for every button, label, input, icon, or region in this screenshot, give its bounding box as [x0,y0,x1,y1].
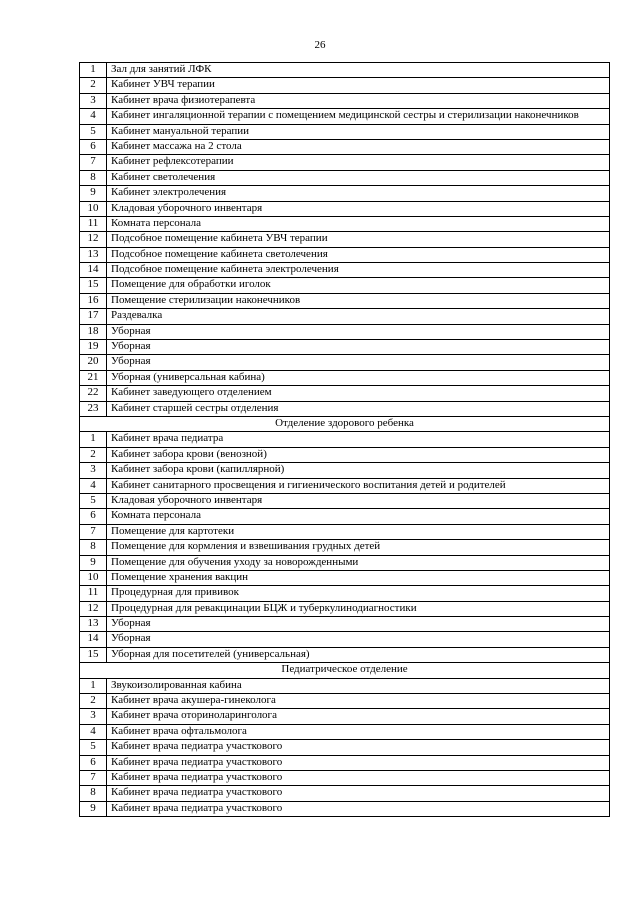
table-row [80,401,610,416]
room-name: Помещение для картотеки [107,524,610,539]
table-row [80,770,610,785]
row-number: 22 [80,386,107,401]
row-number: 5 [80,493,107,508]
room-name: Кабинет врача педиатра участкового [107,770,610,785]
room-name: Кабинет врача педиатра участкового [107,801,610,816]
row-number: 10 [80,201,107,216]
room-name: Кабинет врача педиатра участкового [107,740,610,755]
row-number: 1 [80,63,107,78]
rooms-table [79,62,610,817]
table-row [80,216,610,231]
row-number: 15 [80,647,107,662]
row-number: 20 [80,355,107,370]
section-heading: Отделение здорового ребенка [80,416,610,431]
table-row [80,201,610,216]
row-number: 11 [80,216,107,231]
table-row [80,540,610,555]
row-number: 18 [80,324,107,339]
row-number: 4 [80,109,107,124]
table-row [80,493,610,508]
row-number: 21 [80,370,107,385]
row-number: 3 [80,463,107,478]
room-name: Помещение для кормления и взвешивания грудных детей [107,540,610,555]
row-number: 14 [80,263,107,278]
room-name: Помещение стерилизации наконечников [107,293,610,308]
room-name: Подсобное помещение кабинета светолечения [107,247,610,262]
row-number: 3 [80,709,107,724]
section-heading: Педиатрическое отделение [80,663,610,678]
room-name: Кабинет врача акушера-гинеколога [107,694,610,709]
table-row [80,709,610,724]
table-row [80,478,610,493]
table-row [80,247,610,262]
row-number: 7 [80,524,107,539]
table-row [80,109,610,124]
row-number: 13 [80,617,107,632]
row-number: 12 [80,232,107,247]
room-name: Кабинет врача офтальмолога [107,724,610,739]
table-row [80,463,610,478]
table-row [80,293,610,308]
row-number: 8 [80,540,107,555]
room-name: Уборная [107,632,610,647]
row-number: 9 [80,801,107,816]
room-name: Помещение для обучения уходу за новорожденными [107,555,610,570]
table-row [80,694,610,709]
room-name: Кабинет врача педиатра участкового [107,755,610,770]
room-name: Кабинет врача педиатра [107,432,610,447]
room-name: Кабинет врача педиатра участкового [107,786,610,801]
section-heading-row [80,663,610,678]
room-name: Раздевалка [107,309,610,324]
room-name: Подсобное помещение кабинета электролечения [107,263,610,278]
table-row [80,724,610,739]
row-number: 9 [80,186,107,201]
row-number: 4 [80,478,107,493]
room-name: Процедурная для ревакцинации БЦЖ и туберкулинодиагностики [107,601,610,616]
room-name: Кабинет забора крови (капиллярной) [107,463,610,478]
room-name: Кабинет светолечения [107,170,610,185]
room-name: Помещение хранения вакцин [107,570,610,585]
table-row [80,155,610,170]
row-number: 4 [80,724,107,739]
room-name: Кабинет старшей сестры отделения [107,401,610,416]
row-number: 2 [80,447,107,462]
table-row [80,386,610,401]
row-number: 8 [80,786,107,801]
room-name: Кабинет врача физиотерапевта [107,93,610,108]
room-name: Кабинет мануальной терапии [107,124,610,139]
table-row [80,355,610,370]
room-name: Кабинет заведующего отделением [107,386,610,401]
table-row [80,186,610,201]
room-name: Звукоизолированная кабина [107,678,610,693]
table-row [80,786,610,801]
table-row [80,324,610,339]
room-name: Кабинет ингаляционной терапии с помещением медицинской сестры и стерилизации наконечников [107,109,610,124]
room-name: Помещение для обработки иголок [107,278,610,293]
room-name: Подсобное помещение кабинета УВЧ терапии [107,232,610,247]
table-row [80,432,610,447]
row-number: 8 [80,170,107,185]
table-row [80,586,610,601]
row-number: 9 [80,555,107,570]
table-row [80,139,610,154]
room-name: Процедурная для прививок [107,586,610,601]
room-name: Уборная для посетителей (универсальная) [107,647,610,662]
table-row [80,509,610,524]
table-row [80,263,610,278]
row-number: 3 [80,93,107,108]
row-number: 5 [80,124,107,139]
page-number: 26 [314,39,326,51]
table-row [80,570,610,585]
table-row [80,755,610,770]
room-name: Кладовая уборочного инвентаря [107,493,610,508]
table-row [80,63,610,78]
row-number: 2 [80,694,107,709]
row-number: 6 [80,139,107,154]
table-row [80,93,610,108]
row-number: 14 [80,632,107,647]
table-row [80,447,610,462]
row-number: 13 [80,247,107,262]
table-row [80,524,610,539]
table-row [80,370,610,385]
row-number: 19 [80,340,107,355]
room-name: Уборная [107,340,610,355]
table-row [80,340,610,355]
table-row [80,617,610,632]
room-name: Уборная (универсальная кабина) [107,370,610,385]
table-row [80,78,610,93]
rooms-table-body [80,63,610,817]
row-number: 12 [80,601,107,616]
table-row [80,278,610,293]
row-number: 23 [80,401,107,416]
table-row [80,309,610,324]
room-name: Кабинет врача оториноларинголога [107,709,610,724]
room-name: Кабинет УВЧ терапии [107,78,610,93]
room-name: Кабинет забора крови (венозной) [107,447,610,462]
room-name: Комната персонала [107,509,610,524]
room-name: Кладовая уборочного инвентаря [107,201,610,216]
room-name: Кабинет санитарного просвещения и гигиенического воспитания детей и родителей [107,478,610,493]
table-row [80,801,610,816]
table-row [80,170,610,185]
row-number: 10 [80,570,107,585]
room-name: Кабинет рефлексотерапии [107,155,610,170]
table-row [80,124,610,139]
table-row [80,740,610,755]
row-number: 6 [80,755,107,770]
row-number: 7 [80,770,107,785]
table-row [80,678,610,693]
room-name: Уборная [107,617,610,632]
row-number: 2 [80,78,107,93]
row-number: 5 [80,740,107,755]
row-number: 15 [80,278,107,293]
row-number: 6 [80,509,107,524]
table-row [80,632,610,647]
room-name: Кабинет электролечения [107,186,610,201]
table-row [80,555,610,570]
room-name: Уборная [107,355,610,370]
room-name: Кабинет массажа на 2 стола [107,139,610,154]
row-number: 7 [80,155,107,170]
row-number: 17 [80,309,107,324]
room-name: Комната персонала [107,216,610,231]
table-row [80,647,610,662]
row-number: 1 [80,432,107,447]
room-name: Уборная [107,324,610,339]
row-number: 1 [80,678,107,693]
row-number: 11 [80,586,107,601]
section-heading-row [80,416,610,431]
table-row [80,232,610,247]
row-number: 16 [80,293,107,308]
table-row [80,601,610,616]
room-name: Зал для занятий ЛФК [107,63,610,78]
